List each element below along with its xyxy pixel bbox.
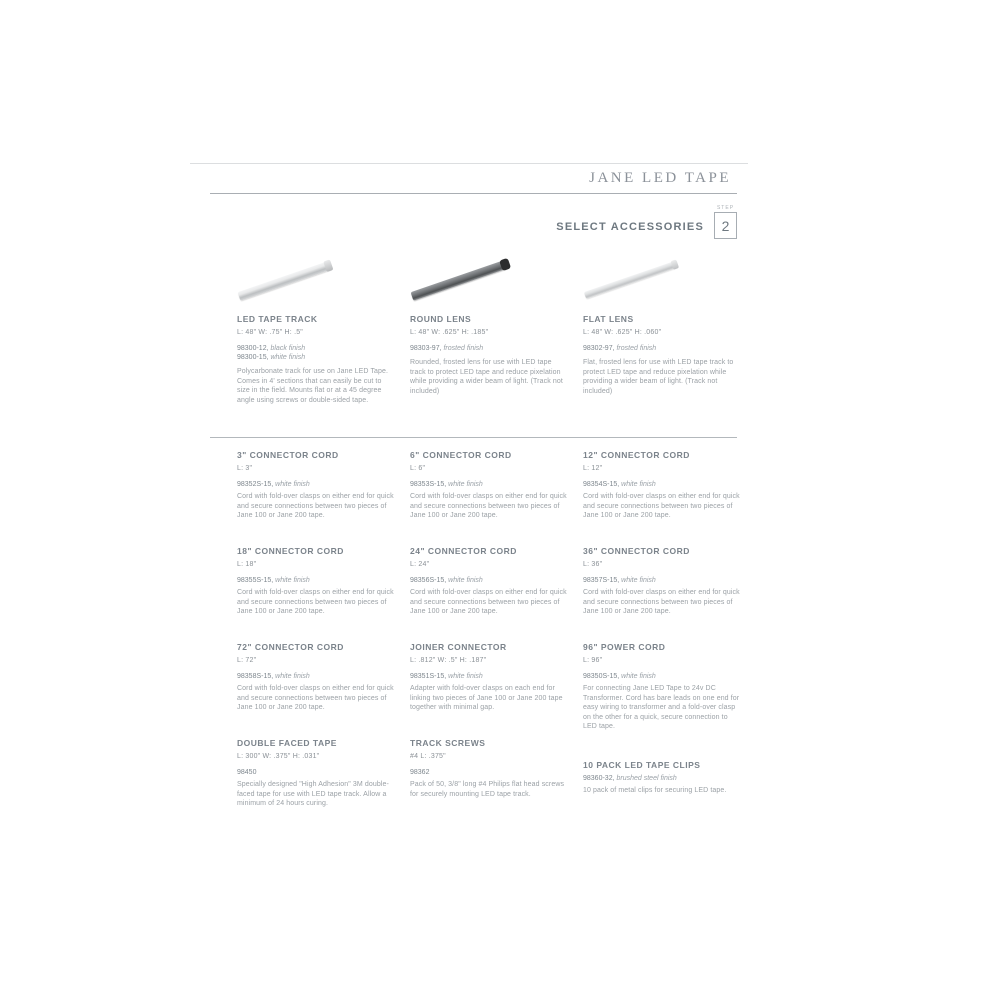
accessory-description: Cord with fold-over clasps on either end for quick and secure connections between two pieces of Jane 100 or Jane 200 tape. [410,493,567,519]
led-tape-track-image [237,250,395,310]
product-dimensions: L: 48" W: .625" H: .060" [583,329,662,336]
section-divider [210,437,737,438]
accessory-description: Pack of 50, 3/8" long #4 Philips flat head screws for securely mounting LED tape track. [410,781,565,798]
track-end-cap [323,259,333,272]
accessory-sku: 98357S-15, white finish [583,577,656,584]
accessory-name: 36" CONNECTOR CORD [583,546,690,556]
accessory-sku: 98360-32, brushed steel finish [583,775,677,782]
accessory-item [237,450,395,546]
top-rule [190,163,748,164]
accessory-sku: 98354S-15, white finish [583,481,656,488]
step-label: STEP [716,205,735,211]
accessory-sku: 98355S-15, white finish [237,577,310,584]
flat-lens-image [583,250,741,310]
accessories-column-1 [237,450,395,809]
accessory-dimensions: L: 18" [237,561,257,568]
step-indicator [714,205,737,239]
round-lens-image [410,250,568,310]
accessory-description: Cord with fold-over clasps on either end for quick and secure connections between two pieces of Jane 100 or Jane 200 tape. [583,589,740,615]
accessory-name: TRACK SCREWS [410,738,486,748]
product-sku: 98300-12, black finish [237,345,306,352]
accessory-sku: 98353S-15, white finish [410,481,483,488]
accessory-dimensions: L: 6" [410,465,426,472]
select-accessories-header [210,205,737,239]
featured-flat-lens [583,250,741,396]
accessories-column-3 [583,450,741,796]
accessory-item [583,760,741,796]
accessory-description: Cord with fold-over clasps on either end for quick and secure connections between two pieces of Jane 100 or Jane 200 tape. [410,589,567,615]
accessory-dimensions: L: 72" [237,657,257,664]
product-description: Polycarbonate track for use on Jane LED Tape. Comes in 4' sections that can easily be cut to size in the field. Mounts flat or at a 45 degree angle using screws or double-sided tape. [237,368,389,404]
product-sku: 98300-15, white finish [237,354,306,361]
accessory-sku: 98350S-15, white finish [583,673,656,680]
accessory-sku: 98351S-15, white finish [410,673,483,680]
product-name: FLAT LENS [583,314,634,324]
round-lens-end-cap [499,258,511,271]
round-lens-bar-graphic [411,260,508,301]
accessory-description: Adapter with fold-over clasps on each end for linking two pieces of Jane 100 or Jane 200 tape together with minimal gap. [410,685,563,711]
accessory-dimensions: L: 36" [583,561,603,568]
accessory-description: Cord with fold-over clasps on either end for quick and secure connections between two pieces of Jane 100 or Jane 200 tape. [237,493,394,519]
product-sku: 98302-97, frosted finish [583,345,657,352]
featured-round-lens [410,250,568,396]
accessory-item [237,642,395,738]
accessory-dimensions: L: 12" [583,465,603,472]
accessory-dimensions: L: 300" W: .375" H: .031" [237,753,320,760]
accessory-name: 72" CONNECTOR CORD [237,642,344,652]
accessory-description: For connecting Jane LED Tape to 24v DC Transformer. Cord has bare leads on one end for easy wiring to transformer and a fold-over clasp on the other for a quick, secure connection to LED tape. [583,685,740,730]
accessory-sku: 98356S-15, white finish [410,577,483,584]
accessory-dimensions: L: 3" [237,465,253,472]
product-name: LED TAPE TRACK [237,314,318,324]
step-number-badge: 2 [714,212,737,239]
accessory-dimensions: #4 L: .375" [410,753,446,760]
accessory-name: 10 PACK LED TAPE CLIPS [583,760,701,770]
accessory-dimensions: L: 24" [410,561,430,568]
select-accessories-label: SELECT ACCESSORIES [556,221,704,233]
featured-led-tape-track [237,250,395,405]
accessory-item [583,546,741,642]
accessory-name: 24" CONNECTOR CORD [410,546,517,556]
accessory-name: 6" CONNECTOR CORD [410,450,512,460]
product-name: ROUND LENS [410,314,472,324]
accessory-dimensions: L: 96" [583,657,603,664]
title-rule [210,193,737,194]
flat-lens-bar-graphic [584,261,677,299]
accessory-description: Cord with fold-over clasps on either end for quick and secure connections between two pieces of Jane 100 or Jane 200 tape. [237,685,394,711]
accessory-description: Cord with fold-over clasps on either end for quick and secure connections between two pieces of Jane 100 or Jane 200 tape. [583,493,740,519]
accessory-dimensions: L: .812" W: .5" H: .187" [410,657,487,664]
product-sku: 98303-97, frosted finish [410,345,484,352]
page-title: JANE LED TAPE [589,170,731,186]
accessory-description: Cord with fold-over clasps on either end for quick and secure connections between two pieces of Jane 100 or Jane 200 tape. [237,589,394,615]
product-description: Rounded, frosted lens for use with LED tape track to protect LED tape and reduce pixelation while providing a wider beam of light. (Track not included) [410,359,563,395]
product-dimensions: L: 48" W: .625" H: .185" [410,329,489,336]
accessories-column-2 [410,450,568,799]
accessory-name: 18" CONNECTOR CORD [237,546,344,556]
accessory-name: DOUBLE FACED TAPE [237,738,337,748]
accessory-sku: 98358S-15, white finish [237,673,310,680]
accessory-item [583,450,741,546]
accessory-item [237,738,395,809]
accessory-item [237,546,395,642]
accessory-item [410,642,568,738]
flat-lens-end-cap [671,259,680,269]
accessory-sku: 98450 [237,769,257,776]
accessory-item [410,546,568,642]
accessory-name: 96" POWER CORD [583,642,666,652]
accessory-sku: 98362 [410,769,430,776]
product-dimensions: L: 48" W: .75" H: .5" [237,329,303,336]
product-description: Flat, frosted lens for use with LED tape track to protect LED tape and reduce pixelation while providing a wider beam of light. (Track not included) [583,359,734,395]
accessory-item [410,738,568,799]
accessory-description: 10 pack of metal clips for securing LED tape. [583,787,727,794]
accessory-name: 3" CONNECTOR CORD [237,450,339,460]
accessory-item [583,642,741,738]
track-bar-graphic [238,261,332,301]
accessory-name: JOINER CONNECTOR [410,642,507,652]
accessory-item [410,450,568,546]
accessory-description: Specially designed "High Adhesion" 3M double-faced tape for use with LED tape track. Allow a minimum of 24 hours curing. [237,781,389,807]
accessory-sku: 98352S-15, white finish [237,481,310,488]
accessory-name: 12" CONNECTOR CORD [583,450,690,460]
